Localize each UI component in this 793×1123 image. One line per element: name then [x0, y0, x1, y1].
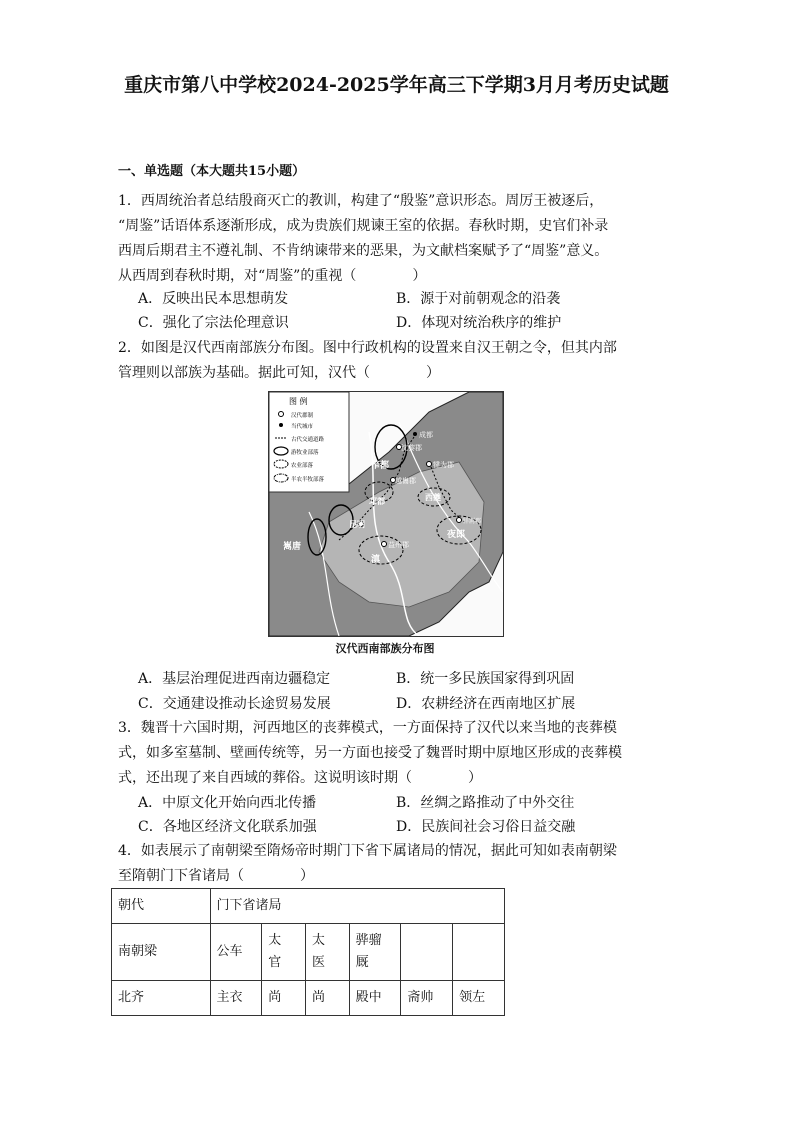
map-caption: 汉代西南部族分布图 [335, 642, 435, 655]
question-2-line: 2．如图是汉代西南部族分布图。图中行政机构的设置来自汉王朝之令，但其内部 [118, 340, 617, 356]
q1-option-c[interactable]: C．强化了宗法伦理意识 [138, 315, 289, 331]
map-label: 笮都 [371, 461, 390, 471]
legend-item: 农业部落 [291, 463, 314, 469]
table-cell: 领左 [453, 981, 505, 1016]
table-row [112, 924, 505, 981]
map-label: 嶲唐 [283, 542, 302, 552]
q1-option-d[interactable]: D．体现对统治秩序的维护 [396, 315, 562, 331]
legend-title: 图 例 [289, 397, 308, 406]
page-title: 重庆市第八中学校2024-2025学年高三下学期3月月考历史试题 [124, 74, 669, 96]
table-cell-text: 太医 [311, 933, 325, 970]
table-cell: 主衣 [210, 981, 262, 1016]
map-label: 成都 [419, 431, 433, 439]
map-label: 西夔 [425, 493, 441, 502]
table-header-cell: 朝代 [112, 889, 211, 924]
question-4-stem [118, 839, 678, 889]
question-3-stem [118, 716, 678, 791]
map-label: 犍为郡 [433, 461, 454, 469]
question-2-stem [118, 336, 678, 386]
question-1-line: “周鉴”话语体系逐渐形成，成为贵族们规谏王室的依据。春秋时期，史官们补录 [118, 218, 609, 234]
table-cell [262, 924, 306, 981]
question-2-line: 管理则以部族为基础。据此可知，汉代（ ） [118, 365, 440, 381]
q1-option-a[interactable]: A．反映出民本思想萌发 [138, 291, 289, 307]
q3-option-b[interactable]: B．丝绸之路推动了中外交往 [396, 795, 575, 811]
map-label: 牂牁郡 [463, 518, 482, 525]
table-cell-text: 骅骝厩 [355, 933, 382, 970]
table-cell: 殿中 [349, 981, 401, 1016]
table-cell: 斋帅 [401, 981, 453, 1016]
table-cell-text: 太官 [268, 933, 282, 970]
map-label: 滇 [371, 555, 381, 565]
city-marker [382, 542, 387, 547]
q3-option-c[interactable]: C．各地区经济文化联系加强 [138, 819, 317, 835]
table-row [112, 889, 505, 924]
question-4-line: 至隋朝门下省诸局（ ） [118, 868, 314, 884]
table-cell: 尚 [305, 981, 349, 1016]
q2-option-c[interactable]: C．交通建设推动长途贸易发展 [138, 696, 331, 712]
city-marker [427, 462, 432, 467]
legend-item: 游牧业部落 [291, 450, 319, 456]
map-label: 夜郎 [447, 530, 466, 540]
table-cell: 尚 [262, 981, 306, 1016]
legend-item: 汉代郡制 [291, 413, 314, 419]
bureau-table [111, 888, 505, 1016]
question-3-line: 式，还出现了来自西域的葬俗。这说明该时期（ ） [118, 770, 482, 786]
map-label: 昆明 [349, 520, 365, 529]
table-header-cell: 门下省诸局 [210, 889, 505, 924]
table-cell: 北齐 [112, 981, 211, 1016]
question-1-stem [118, 189, 678, 289]
map-svg [269, 392, 503, 636]
question-1-line: 1．西周统治者总结殷商灭亡的教训，构建了“殷鉴”意识形态。周厉王被逐后， [118, 193, 604, 209]
map-label: 越巂郡 [395, 477, 416, 485]
map-label: 益州郡 [388, 541, 409, 549]
table-cell: 南朝梁 [112, 924, 211, 981]
city-marker [457, 518, 462, 523]
legend-item: 古代交通道路 [291, 437, 325, 443]
table-cell [305, 924, 349, 981]
map-figure [268, 391, 504, 637]
q1-option-b[interactable]: B．源于对前朝观念的沿袭 [396, 291, 561, 307]
q2-option-b[interactable]: B．统一多民族国家得到巩固 [396, 671, 575, 687]
table-cell: 公车 [210, 924, 262, 981]
map-label: 沈黎郡 [401, 444, 422, 452]
table-cell [453, 924, 505, 981]
map-label: 邛都 [369, 497, 385, 506]
q2-option-a[interactable]: A．基层治理促进西南边疆稳定 [138, 671, 331, 687]
question-4-line: 4．如表展示了南朝梁至隋炀帝时期门下省下属诸局的情况，据此可知如表南朝梁 [118, 843, 617, 859]
q2-option-d[interactable]: D．农耕经济在西南地区扩展 [396, 696, 576, 712]
legend-item: 半农半牧部落 [291, 477, 325, 483]
question-3-line: 式，如多室墓制、壁画传统等，另一方面也接受了魏晋时期中原地区形成的丧葬模 [118, 745, 622, 761]
q3-option-d[interactable]: D．民族间社会习俗日益交融 [396, 819, 576, 835]
legend-marker [279, 423, 283, 427]
table-cell [401, 924, 453, 981]
section-heading: 一、单选题（本大题共15小题） [118, 164, 306, 179]
q3-option-a[interactable]: A．中原文化开始向西北传播 [138, 795, 317, 811]
question-3-line: 3．魏晋十六国时期，河西地区的丧葬模式，一方面保持了汉代以来当地的丧葬模 [118, 720, 617, 736]
city-marker [413, 432, 417, 436]
question-1-line: 西周后期君主不遵礼制、不肯纳谏带来的恶果，为文献档案赋予了“周鉴”意义。 [118, 243, 609, 259]
legend-item: 当代城市 [291, 424, 314, 430]
table-cell [349, 924, 401, 981]
question-1-line: 从西周到春秋时期，对“周鉴”的重视（ ） [118, 268, 427, 284]
table-row [112, 981, 505, 1016]
